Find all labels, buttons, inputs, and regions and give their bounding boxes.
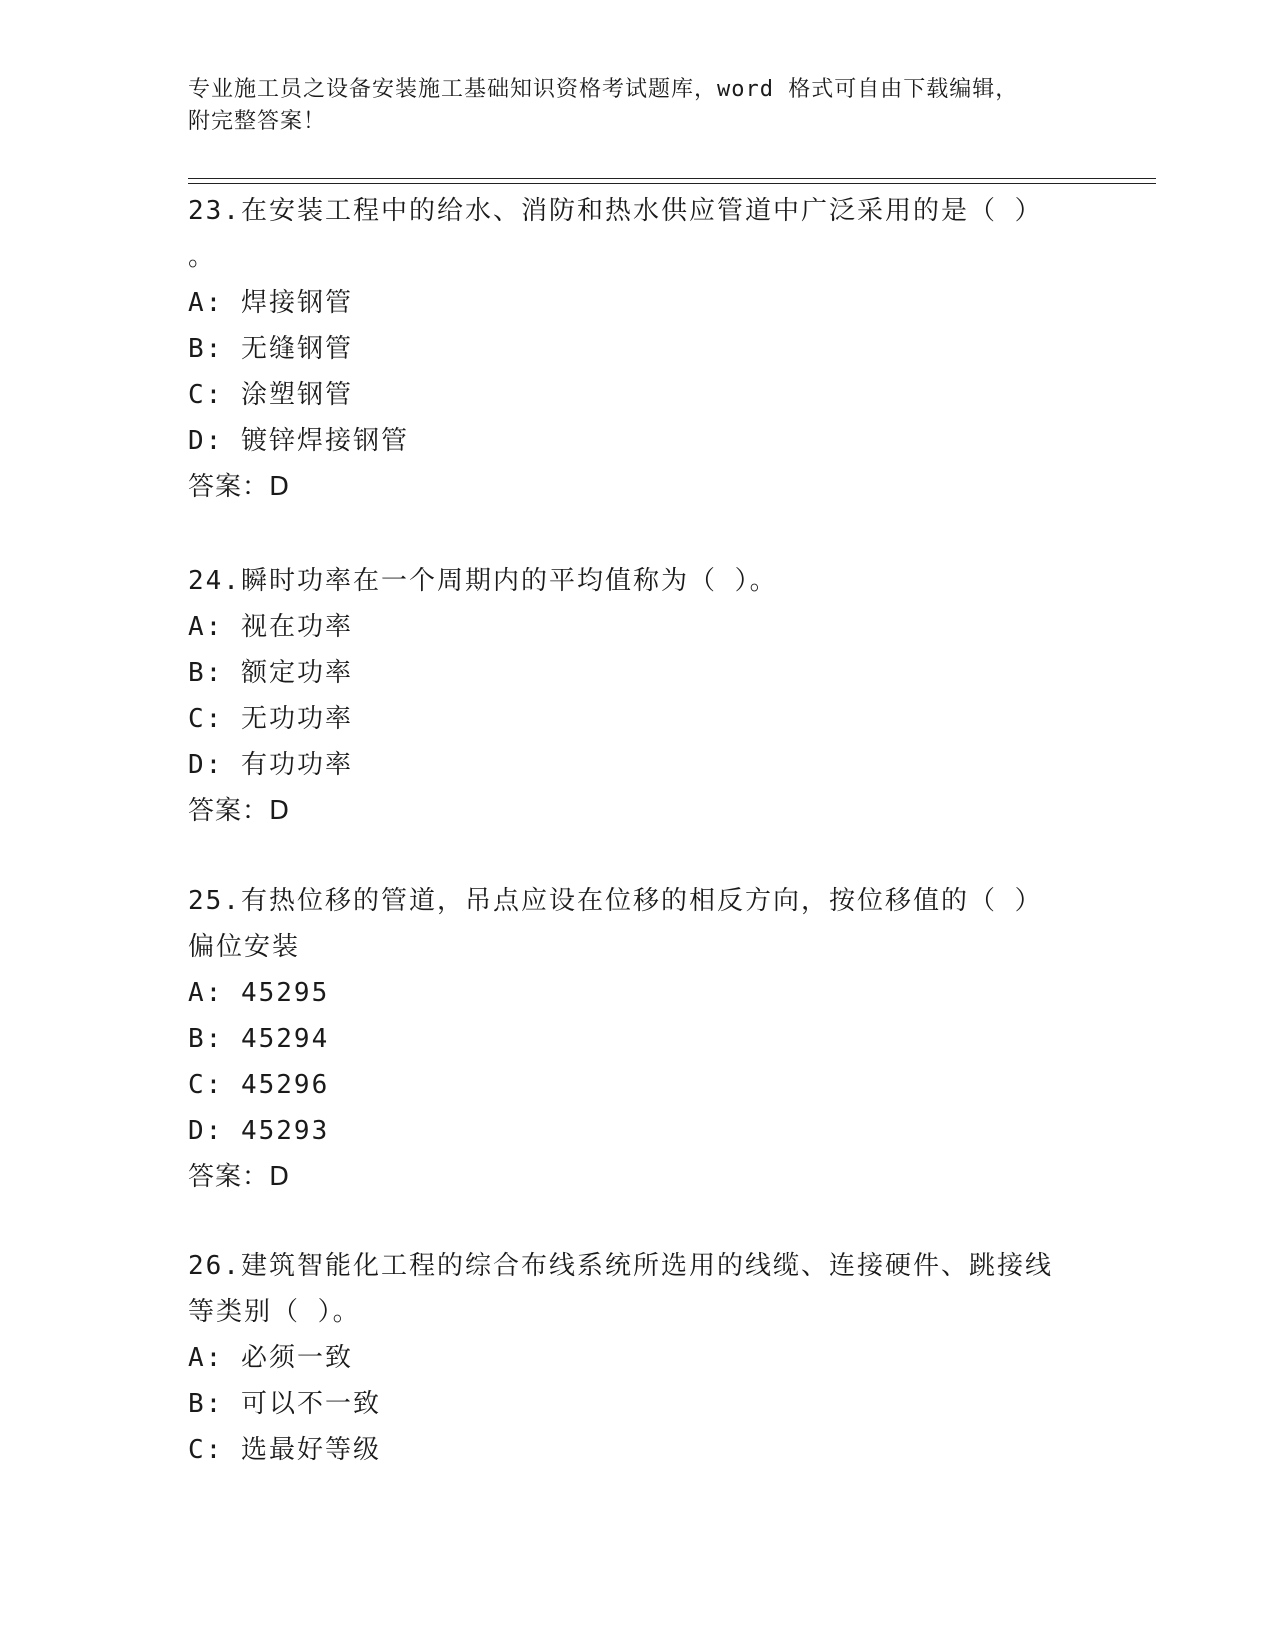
question-25: [188, 878, 1088, 1200]
question-24: [188, 558, 1088, 834]
option-a: A: 焊接钢管: [188, 288, 353, 318]
question-stem-line-1: 26.建筑智能化工程的综合布线系统所选用的线缆、连接硬件、跳接线: [188, 1251, 1053, 1281]
question-23: [188, 188, 1088, 510]
header-line-1: 专业施工员之设备安装施工基础知识资格考试题库，word 格式可自由下载编辑，: [188, 77, 1019, 102]
header-divider-top: [188, 178, 1156, 179]
option-d: D: 镀锌焊接钢管: [188, 426, 409, 456]
answer: 答案：D: [188, 472, 291, 502]
question-stem-line-2: 。: [188, 242, 217, 272]
document-header: [188, 74, 1068, 138]
question-stem-line-2: 偏位安装: [188, 932, 301, 962]
option-d: D: 有功功率: [188, 750, 353, 780]
option-c: C: 选最好等级: [188, 1435, 381, 1465]
option-a: A: 必须一致: [188, 1343, 353, 1373]
option-b: B: 额定功率: [188, 658, 353, 688]
question-stem-line-1: 23.在安装工程中的给水、消防和热水供应管道中广泛采用的是（ ）: [188, 196, 1043, 226]
option-b: B: 45294: [188, 1024, 330, 1054]
question-26: [188, 1243, 1088, 1473]
answer: 答案：D: [188, 796, 291, 826]
option-c: C: 无功功率: [188, 704, 353, 734]
option-c: C: 45296: [188, 1070, 330, 1100]
question-stem-line-1: 25.有热位移的管道，吊点应设在位移的相反方向，按位移值的（ ）: [188, 886, 1043, 916]
header-line-2: 附完整答案！: [188, 109, 327, 134]
option-d: D: 45293: [188, 1116, 330, 1146]
option-b: B: 无缝钢管: [188, 334, 353, 364]
answer: 答案：D: [188, 1162, 291, 1192]
option-a: A: 45295: [188, 978, 330, 1008]
option-c: C: 涂塑钢管: [188, 380, 353, 410]
question-stem-line-1: 24.瞬时功率在一个周期内的平均值称为（ ）。: [188, 566, 778, 596]
header-divider-bottom: [188, 183, 1156, 184]
option-a: A: 视在功率: [188, 612, 353, 642]
option-b: B: 可以不一致: [188, 1389, 381, 1419]
question-stem-line-2: 等类别（ ）。: [188, 1297, 361, 1327]
